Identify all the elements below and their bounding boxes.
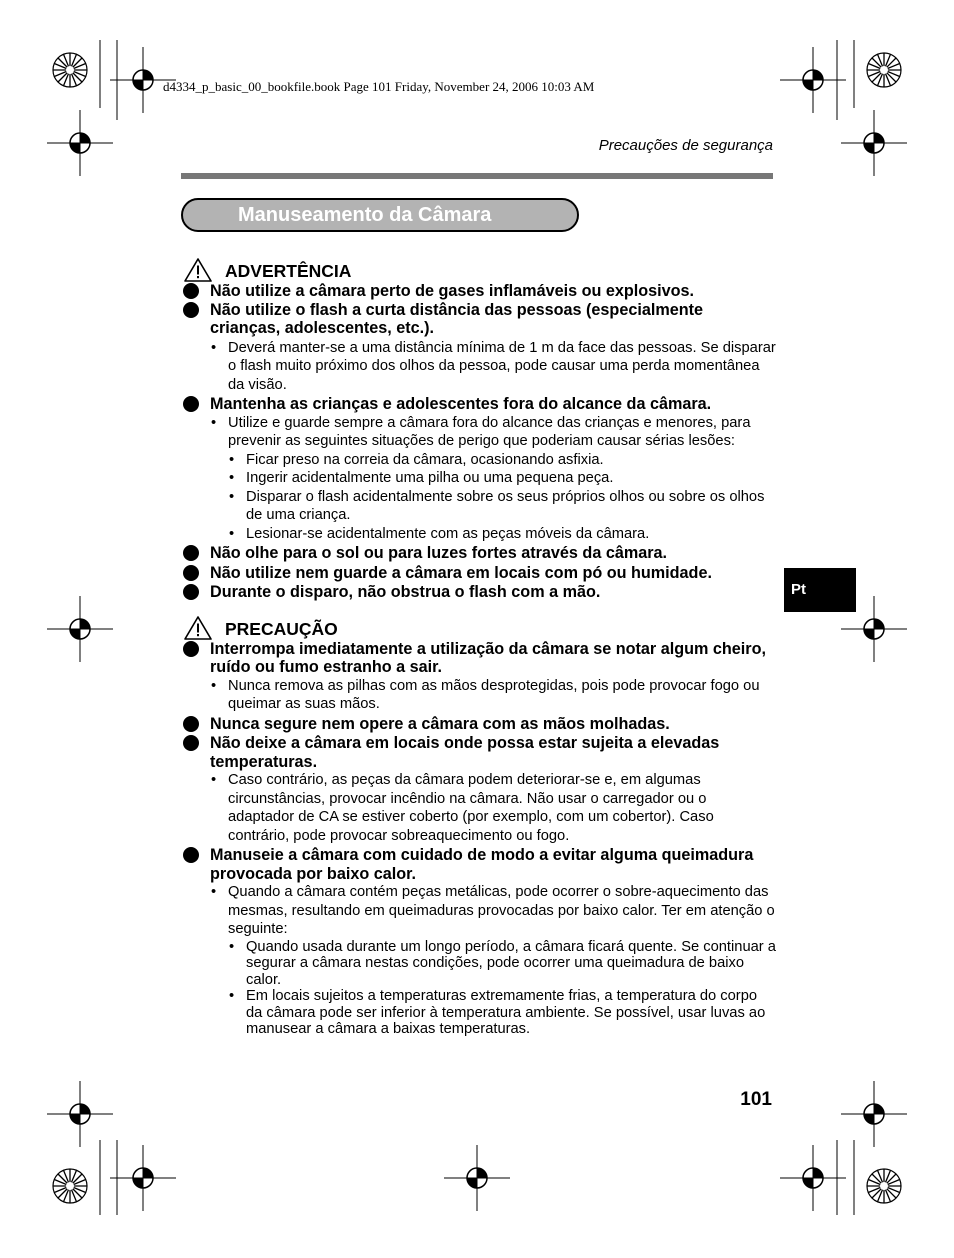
bullet-dot (183, 545, 199, 561)
warning-heading-text: ADVERTÊNCIA (225, 261, 352, 281)
caution-subnote: • Quando usada durante um longo período, a câmara ficará quente. Se continuar a segurar a câmara nestas condições, pode ocorrer uma queimadura de baixo calor. (229, 938, 776, 988)
file-info-header: d4334_p_basic_00_bookfile.book Page 101 Friday, November 24, 2006 10:03 AM (163, 79, 595, 94)
caution-item: Não deixe a câmara em locais onde possa estar sujeita a elevadas temperaturas. (181, 734, 776, 771)
safety-content (181, 258, 776, 1038)
caution-item: Interrompa imediatamente a utilização da câmara se notar algum cheiro, ruído ou fumo estranho a sair. (181, 640, 776, 677)
running-head: Precauções de segurança (598, 137, 773, 154)
warning-item: Mantenha as crianças e adolescentes fora do alcance da câmara. (181, 395, 776, 414)
warning-subnote: • Ingerir acidentalmente uma pilha ou uma pequena peça. (229, 470, 614, 486)
bullet-dot (183, 716, 199, 732)
caution-note: • Nunca remova as pilhas com as mãos desprotegidas, pois pode provocar fogo ou queimar as suas mãos. (211, 677, 760, 712)
warning-item: Não utilize nem guarde a câmara em locais com pó ou humidade. (181, 564, 776, 583)
language-tab: Pt (784, 568, 856, 612)
header-rule (181, 173, 773, 179)
bullet-dot (183, 396, 199, 412)
caution-note: • Caso contrário, as peças da câmara podem deteriorar-se e, em algumas circunstâncias, provocar incêndio na câmara. Não usar o carregador ou o adaptador de CA se estiver coberto (por exemplo, com um cobertor). Caso contrário, pode provocar sobreaquecimento ou fogo. (211, 772, 714, 844)
warning-subnote: • Disparar o flash acidentalmente sobre os seus próprios olhos ou sobre os olhos de uma criança. (229, 488, 765, 523)
caution-item: Manuseie a câmara com cuidado de modo a evitar alguma queimadura provocada por baixo calor. (181, 846, 776, 883)
section-title: Manuseamento da Câmara (181, 198, 579, 232)
warning-item: Não utilize a câmara perto de gases inflamáveis ou explosivos. (181, 282, 776, 301)
warning-heading (181, 258, 776, 282)
warning-note: • Deverá manter-se a uma distância mínima de 1 m da face das pessoas. Se disparar o flash muito próximo dos olhos da pessoa, pode causar uma perda momentânea da visão. (211, 339, 776, 393)
bullet-dot (183, 735, 199, 751)
bullet-dot (183, 641, 199, 657)
bullet-dot (183, 302, 199, 318)
caution-triangle-icon (184, 616, 212, 640)
bullet-dot (183, 847, 199, 863)
caution-heading-text: PRECAUÇÃO (225, 618, 338, 639)
caution-item: Nunca segure nem opere a câmara com as mãos molhadas. (181, 715, 776, 734)
caution-heading (181, 616, 776, 640)
bullet-dot (183, 584, 199, 600)
warning-triangle-icon (184, 258, 212, 282)
warning-item: Não olhe para o sol ou para luzes fortes através da câmara. (181, 544, 776, 563)
warning-item: Durante o disparo, não obstrua o flash com a mão. (181, 583, 776, 602)
bullet-dot (183, 565, 199, 581)
warning-item: Não utilize o flash a curta distância das pessoas (especialmente crianças, adolescentes, etc.). (181, 301, 776, 338)
page-number: 101 (740, 1089, 772, 1110)
warning-note: • Utilize e guarde sempre a câmara fora do alcance das crianças e menores, para prevenir as seguintes situações de perigo que poderiam causar sérias lesões: (211, 414, 751, 449)
caution-note: • Quando a câmara contém peças metálicas, pode ocorrer o sobre-aquecimento das mesmas, resultando em queimaduras provocadas por baixo calor. Ter em atenção o seguinte: (211, 884, 775, 937)
warning-subnote: • Lesionar-se acidentalmente com as peças móveis da câmara. (229, 525, 650, 542)
bullet-dot (183, 283, 199, 299)
warning-subnote: • Ficar preso na correia da câmara, ocasionando asfixia. (229, 451, 604, 468)
caution-subnote: • Em locais sujeitos a temperaturas extremamente frias, a temperatura do corpo da câmara pode ser inferior à temperatura ambiente. Se possível, usar luvas ao manusear a câmara a baixas temperaturas. (229, 988, 766, 1037)
